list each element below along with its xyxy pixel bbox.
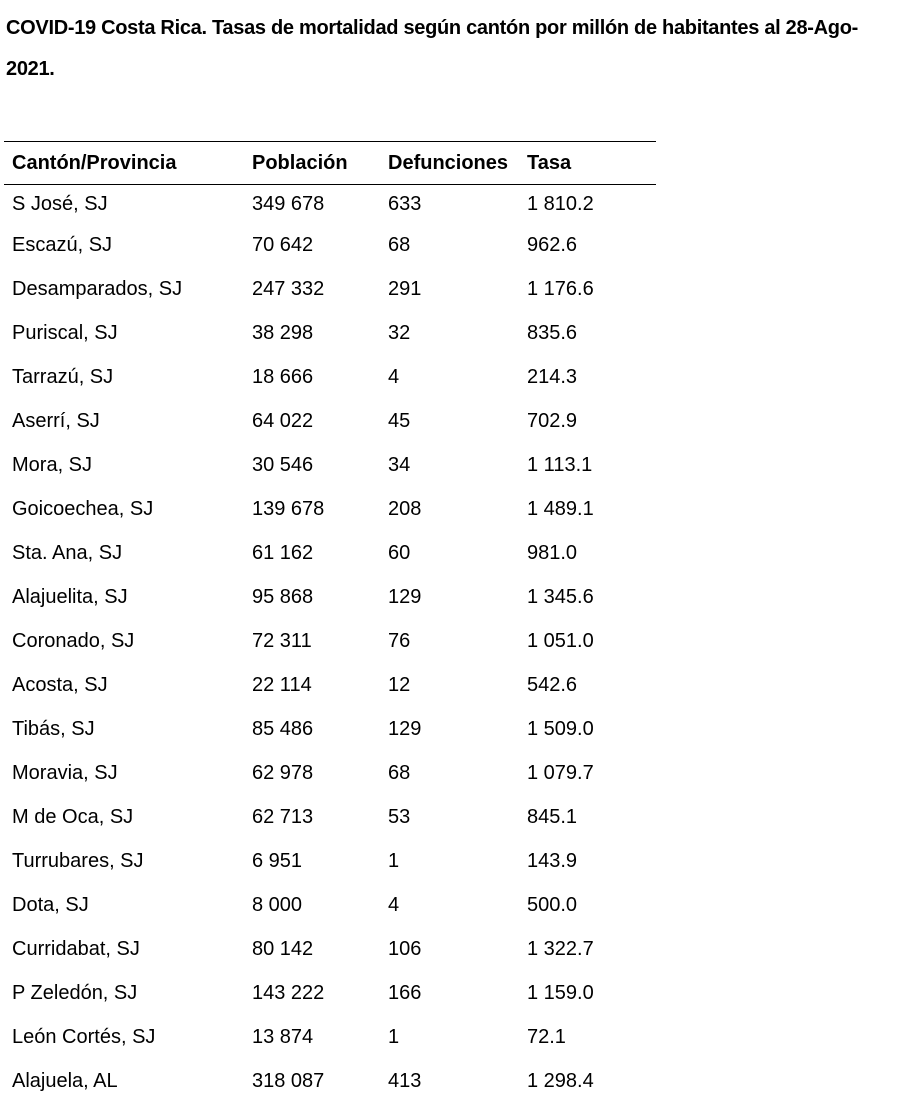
cell-defunciones: 34 — [388, 453, 411, 476]
table-row — [4, 185, 656, 224]
table-row — [4, 795, 656, 839]
cell-canton: Dota, SJ — [12, 893, 89, 916]
cell-defunciones: 291 — [388, 277, 422, 300]
cell-poblacion: 72 311 — [252, 629, 312, 652]
cell-canton: Acosta, SJ — [12, 673, 108, 696]
cell-canton: Mora, SJ — [12, 453, 93, 476]
cell-poblacion: 247 332 — [252, 277, 325, 300]
cell-defunciones: 53 — [388, 805, 411, 828]
table-header — [4, 142, 656, 185]
cell-poblacion: 61 162 — [252, 541, 314, 564]
cell-tasa: 1 509.0 — [527, 717, 594, 740]
header-defunciones: Defunciones — [388, 151, 509, 174]
header-tasa: Tasa — [527, 151, 572, 174]
cell-tasa: 214.3 — [527, 365, 578, 388]
cell-tasa: 1 079.7 — [527, 761, 594, 784]
cell-canton: P Zeledón, SJ — [12, 981, 138, 1004]
cell-defunciones: 633 — [388, 192, 422, 215]
cell-defunciones: 4 — [388, 893, 400, 916]
cell-canton: Moravia, SJ — [12, 761, 118, 784]
cell-canton: Tarrazú, SJ — [12, 365, 114, 388]
mortality-table — [4, 141, 656, 1103]
cell-defunciones: 76 — [388, 629, 411, 652]
cell-canton: Alajuela, AL — [12, 1069, 118, 1092]
cell-tasa: 1 298.4 — [527, 1069, 594, 1092]
cell-tasa: 1 176.6 — [527, 277, 594, 300]
cell-canton: Goicoechea, SJ — [12, 497, 154, 520]
table-row — [4, 883, 656, 927]
cell-poblacion: 30 546 — [252, 453, 314, 476]
table-row — [4, 751, 656, 795]
cell-defunciones: 106 — [388, 937, 422, 960]
table-row — [4, 707, 656, 751]
mortality-table-container — [4, 141, 656, 1103]
cell-tasa: 72.1 — [527, 1025, 566, 1048]
header-canton: Cantón/Provincia — [12, 151, 177, 174]
cell-defunciones: 129 — [388, 717, 422, 740]
cell-poblacion: 22 114 — [252, 673, 312, 696]
cell-canton: Sta. Ana, SJ — [12, 541, 123, 564]
cell-tasa: 835.6 — [527, 321, 578, 344]
cell-poblacion: 18 666 — [252, 365, 314, 388]
table-row — [4, 971, 656, 1015]
cell-poblacion: 95 868 — [252, 585, 314, 608]
cell-canton: Turrubares, SJ — [12, 849, 144, 872]
cell-defunciones: 1 — [388, 849, 400, 872]
cell-canton: S José, SJ — [12, 192, 108, 215]
cell-defunciones: 413 — [388, 1069, 422, 1092]
cell-defunciones: 4 — [388, 365, 400, 388]
table-row — [4, 399, 656, 443]
cell-poblacion: 62 978 — [252, 761, 314, 784]
cell-defunciones: 60 — [388, 541, 411, 564]
table-row — [4, 267, 656, 311]
table-body — [4, 185, 656, 1104]
cell-tasa: 1 051.0 — [527, 629, 594, 652]
cell-canton: Tibás, SJ — [12, 717, 95, 740]
table-row — [4, 487, 656, 531]
cell-poblacion: 6 951 — [252, 849, 303, 872]
cell-tasa: 962.6 — [527, 233, 578, 256]
cell-poblacion: 80 142 — [252, 937, 314, 960]
table-row — [4, 355, 656, 399]
cell-tasa: 143.9 — [527, 849, 578, 872]
cell-poblacion: 62 713 — [252, 805, 314, 828]
cell-canton: M de Oca, SJ — [12, 805, 134, 828]
cell-poblacion: 64 022 — [252, 409, 314, 432]
cell-canton: León Cortés, SJ — [12, 1025, 156, 1048]
cell-poblacion: 318 087 — [252, 1069, 325, 1092]
cell-poblacion: 70 642 — [252, 233, 314, 256]
page-title: COVID-19 Costa Rica. Tasas de mortalidad según cantón por millón de habitantes al 28-Ago-2021. — [6, 17, 858, 80]
cell-tasa: 1 159.0 — [527, 981, 594, 1004]
cell-tasa: 1 322.7 — [527, 937, 594, 960]
cell-poblacion: 143 222 — [252, 981, 325, 1004]
table-row — [4, 663, 656, 707]
cell-poblacion: 139 678 — [252, 497, 325, 520]
cell-tasa: 981.0 — [527, 541, 578, 564]
table-row — [4, 575, 656, 619]
cell-defunciones: 208 — [388, 497, 422, 520]
table-row — [4, 443, 656, 487]
cell-tasa: 542.6 — [527, 673, 578, 696]
header-poblacion: Población — [252, 151, 348, 174]
table-row — [4, 927, 656, 971]
cell-canton: Escazú, SJ — [12, 233, 113, 256]
cell-defunciones: 1 — [388, 1025, 400, 1048]
cell-poblacion: 8 000 — [252, 893, 303, 916]
cell-canton: Aserrí, SJ — [12, 409, 100, 432]
cell-poblacion: 13 874 — [252, 1025, 314, 1048]
table-row — [4, 531, 656, 575]
cell-tasa: 1 113.1 — [527, 453, 593, 476]
table-row — [4, 1015, 656, 1059]
cell-poblacion: 38 298 — [252, 321, 314, 344]
cell-defunciones: 45 — [388, 409, 411, 432]
cell-poblacion: 85 486 — [252, 717, 314, 740]
cell-canton: Puriscal, SJ — [12, 321, 118, 344]
cell-poblacion: 349 678 — [252, 192, 325, 215]
cell-defunciones: 12 — [388, 673, 411, 696]
cell-tasa: 1 810.2 — [527, 192, 594, 215]
cell-tasa: 1 345.6 — [527, 585, 594, 608]
cell-defunciones: 166 — [388, 981, 422, 1004]
cell-canton: Curridabat, SJ — [12, 937, 140, 960]
cell-tasa: 500.0 — [527, 893, 578, 916]
table-row — [4, 223, 656, 267]
cell-tasa: 702.9 — [527, 409, 578, 432]
cell-defunciones: 32 — [388, 321, 411, 344]
cell-defunciones: 68 — [388, 761, 411, 784]
cell-canton: Desamparados, SJ — [12, 277, 183, 300]
cell-tasa: 1 489.1 — [527, 497, 594, 520]
cell-tasa: 845.1 — [527, 805, 578, 828]
table-row — [4, 839, 656, 883]
table-row — [4, 1059, 656, 1103]
table-header-row — [4, 142, 656, 185]
table-row — [4, 619, 656, 663]
cell-canton: Coronado, SJ — [12, 629, 135, 652]
table-row — [4, 311, 656, 355]
cell-defunciones: 68 — [388, 233, 411, 256]
cell-defunciones: 129 — [388, 585, 422, 608]
cell-canton: Alajuelita, SJ — [12, 585, 128, 608]
